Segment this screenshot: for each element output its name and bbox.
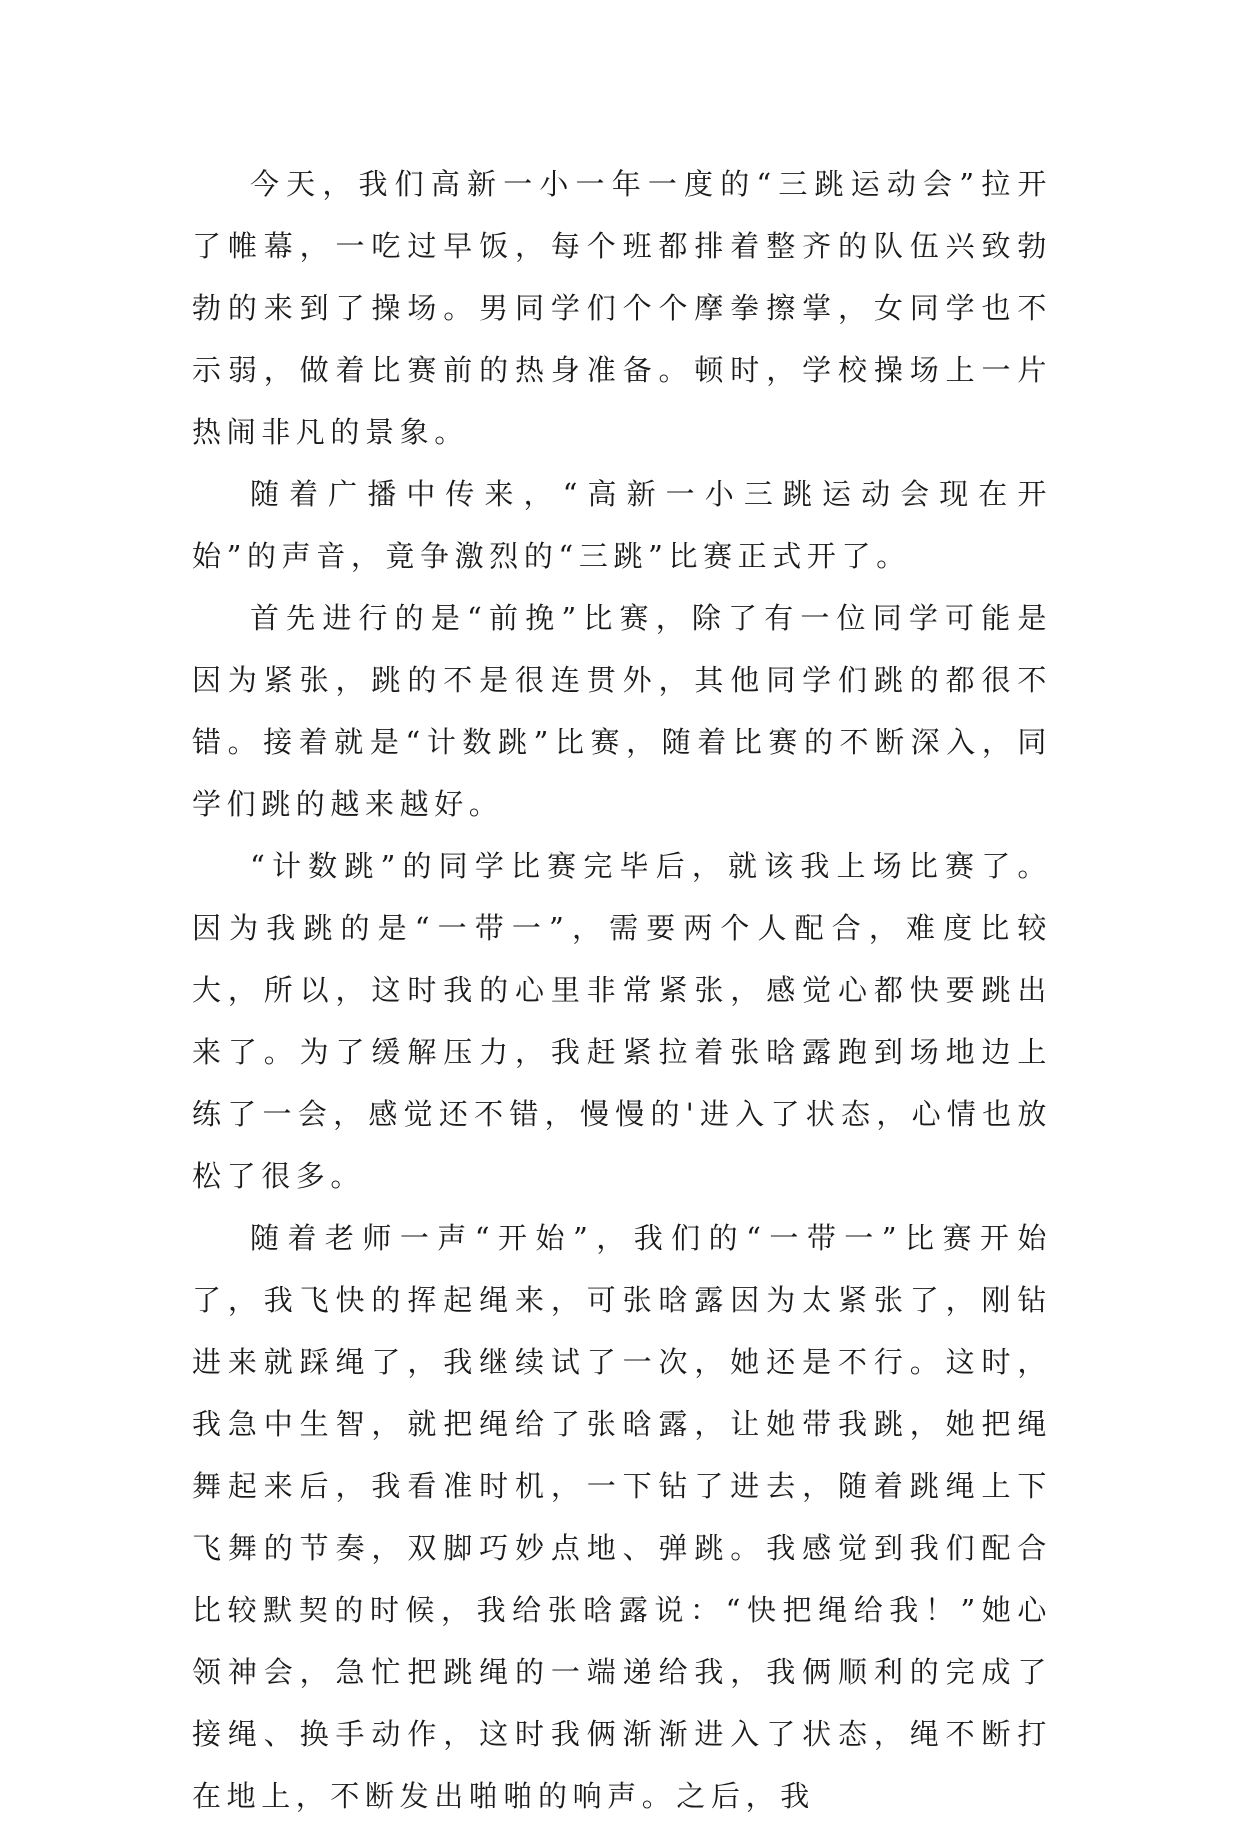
paragraph-2: 随着广播中传来，“高新一小三跳运动会现在开始”的声音，竟争激烈的“三跳”比赛正式开了。 (192, 477, 1052, 573)
paragraph-4: “计数跳”的同学比赛完毕后，就该我上场比赛了。因为我跳的是“一带一”，需要两个人配合，难度比较大，所以，这时我的心里非常紧张，感觉心都快要跳出来了。为了缓解压力，我赶紧拉着张晗露跑到场地边上练了一会，感觉还不错，慢慢的'进入了状态，心情也放松了很多。 (192, 849, 1052, 1193)
document-body (192, 153, 1052, 1827)
paragraph-1: 今天，我们高新一小一年一度的“三跳运动会”拉开了帷幕，一吃过早饭，每个班都排着整齐的队伍兴致勃勃的来到了操场。男同学们个个摩拳擦掌，女同学也不示弱，做着比赛前的热身准备。顿时，学校操场上一片热闹非凡的景象。 (192, 167, 1052, 449)
paragraph-3: 首先进行的是“前挽”比赛，除了有一位同学可能是因为紧张，跳的不是很连贯外，其他同学们跳的都很不错。接着就是“计数跳”比赛，随着比赛的不断深入，同学们跳的越来越好。 (192, 601, 1052, 821)
paragraph-5: 随着老师一声“开始”，我们的“一带一”比赛开始了，我飞快的挥起绳来，可张晗露因为太紧张了，刚钻进来就踩绳了，我继续试了一次，她还是不行。这时，我急中生智，就把绳给了张晗露，让她带我跳，她把绳舞起来后，我看准时机，一下钻了进去，随着跳绳上下飞舞的节奏，双脚巧妙点地、弹跳。我感觉到我们配合比较默契的时候，我给张晗露说：“快把绳给我！”她心领神会，急忙把跳绳的一端递给我，我俩顺利的完成了接绳、换手动作，这时我俩渐渐进入了状态，绳不断打在地上，不断发出啪啪的响声。之后，我 (192, 1221, 1052, 1813)
